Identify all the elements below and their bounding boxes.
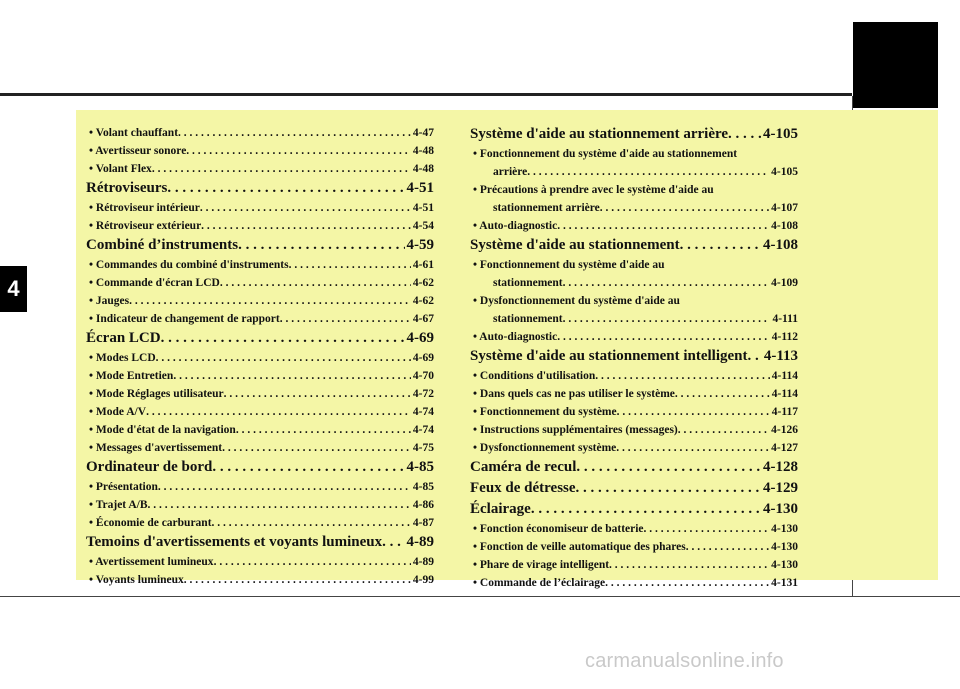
dot-leader [212, 457, 404, 478]
dot-leader [576, 457, 761, 478]
toc-page-number: 4-89 [412, 556, 434, 568]
toc-page-number: 4-74 [412, 424, 434, 436]
dot-leader [675, 385, 770, 403]
toc-entry-title-continued: arrière [493, 166, 528, 178]
toc-entry-title: • Volant Flex [89, 163, 152, 175]
dot-leader [129, 292, 411, 310]
dot-leader [563, 310, 771, 328]
toc-section-heading[interactable] [470, 124, 798, 145]
toc-subentry[interactable] [470, 385, 798, 403]
toc-entry-title: • Fonctionnement du système d'aide au [473, 259, 665, 271]
toc-subentry[interactable] [86, 571, 434, 589]
toc-page-number: 4-61 [412, 259, 434, 271]
chapter-tab: 4 [0, 266, 27, 312]
toc-entry-title: Rétroviseurs [86, 180, 168, 196]
toc-entry-line-2 [473, 163, 798, 181]
toc-subentry[interactable] [470, 217, 798, 235]
dot-leader [238, 235, 404, 256]
toc-entry-title: • Phare de virage intelligent [473, 559, 610, 571]
toc-entry-title: • Commande d'écran LCD [89, 277, 220, 289]
toc-page-number: 4-112 [771, 331, 798, 343]
toc-subentry[interactable] [86, 142, 434, 160]
toc-entry-title: • Commande de l’éclairage [473, 577, 606, 589]
toc-page-number: 4-128 [763, 459, 798, 475]
toc-entry-title: • Voyants lumineux [89, 574, 184, 586]
dot-leader [152, 160, 411, 178]
toc-entry-title-continued: stationnement [493, 313, 563, 325]
toc-entry-title: • Dans quels cas ne pas utiliser le système [473, 388, 675, 400]
dot-leader [212, 514, 411, 532]
toc-page-number: 4-113 [763, 348, 798, 364]
toc-entry-title: Écran LCD [86, 330, 161, 346]
dot-leader [214, 553, 411, 571]
toc-subentry[interactable] [470, 556, 798, 574]
toc-section-heading[interactable] [470, 235, 798, 256]
toc-entry-line-2 [473, 310, 798, 328]
dot-leader [156, 349, 411, 367]
dot-leader [595, 367, 770, 385]
toc-subentry[interactable] [86, 385, 434, 403]
dot-leader [146, 403, 411, 421]
toc-left-column [86, 124, 434, 589]
dot-leader [616, 439, 769, 457]
dot-leader [557, 217, 769, 235]
toc-page-number: 4-51 [412, 202, 434, 214]
dot-leader [527, 163, 769, 181]
toc-entry-title: • Modes LCD [89, 352, 156, 364]
toc-entry-title: Caméra de recul [470, 459, 577, 475]
toc-page-number: 4-72 [412, 388, 434, 400]
toc-subentry[interactable] [86, 256, 434, 274]
toc-section-heading[interactable] [470, 346, 798, 367]
toc-entry-title: • Messages d'avertissement [89, 442, 223, 454]
toc-page-number: 4-70 [412, 370, 434, 382]
toc-subentry[interactable] [86, 496, 434, 514]
toc-entry-title: • Jauges [89, 295, 130, 307]
toc-entry-title: • Trajet A/B [89, 499, 148, 511]
toc-page-number: 4-48 [412, 163, 434, 175]
toc-subentry[interactable] [470, 367, 798, 385]
toc-page-number: 4-69 [412, 352, 434, 364]
toc-section-heading[interactable] [86, 457, 434, 478]
toc-entry-title: • Précautions à prendre avec le système d'aide au [473, 184, 714, 196]
toc-page-number: 4-89 [406, 534, 434, 550]
toc-subentry[interactable] [86, 478, 434, 496]
toc-entry-title: Feux de détresse [470, 480, 576, 496]
toc-entry-title: Système d'aide au stationnement intelligent [470, 348, 748, 364]
dot-leader [280, 310, 411, 328]
toc-subentry[interactable] [86, 199, 434, 217]
toc-subentry[interactable] [470, 292, 798, 328]
toc-section-heading[interactable] [86, 235, 434, 256]
toc-subentry[interactable] [86, 367, 434, 385]
toc-entry-title: • Dysfonctionnement du système d'aide au [473, 295, 680, 307]
dot-leader [563, 274, 770, 292]
dot-leader [167, 178, 404, 199]
toc-right-column [470, 124, 798, 592]
dot-leader [200, 199, 411, 217]
toc-entry-title: • Commandes du combiné d'instruments [89, 259, 289, 271]
toc-subentry[interactable] [86, 160, 434, 178]
toc-page-number: 4-69 [406, 330, 434, 346]
dot-leader [382, 532, 404, 553]
toc-entry-title: • Mode A/V [89, 406, 147, 418]
toc-page-number: 4-130 [771, 559, 798, 571]
toc-section-heading[interactable] [86, 178, 434, 199]
toc-page-number: 4-51 [406, 180, 434, 196]
toc-entry-title: • Mode Entretien [89, 370, 174, 382]
dot-leader [201, 217, 411, 235]
dot-leader [186, 142, 411, 160]
toc-page-number: 4-126 [771, 424, 798, 436]
dot-leader [678, 421, 769, 439]
dot-leader [680, 235, 761, 256]
toc-page-number: 4-74 [412, 406, 434, 418]
dot-leader [600, 199, 769, 217]
toc-entry-title: • Économie de carburant [89, 517, 212, 529]
bottom-rule [0, 596, 960, 597]
toc-page-number: 4-117 [771, 406, 798, 418]
dot-leader [289, 256, 411, 274]
toc-entry-title: • Auto-diagnostic [473, 331, 558, 343]
toc-subentry[interactable] [86, 124, 434, 142]
toc-entry-title: • Mode Réglages utilisateur [89, 388, 224, 400]
dot-leader [173, 367, 411, 385]
toc-subentry[interactable] [86, 439, 434, 457]
toc-subentry[interactable] [470, 256, 798, 292]
toc-subentry[interactable] [86, 292, 434, 310]
toc-entry-title: • Avertissement lumineux [89, 556, 214, 568]
toc-page-number: 4-108 [763, 237, 798, 253]
toc-page-number: 4-87 [412, 517, 434, 529]
toc-entry-title: Système d'aide au stationnement [470, 237, 680, 253]
toc-subentry[interactable] [470, 538, 798, 556]
dot-leader [531, 499, 761, 520]
toc-entry-title: • Rétroviseur extérieur [89, 220, 202, 232]
toc-page-number: 4-85 [412, 481, 434, 493]
dot-leader [148, 496, 411, 514]
toc-page-number: 4-47 [412, 127, 434, 139]
dot-leader [161, 328, 405, 349]
toc-page-number: 4-130 [763, 501, 798, 517]
toc-subentry[interactable] [86, 349, 434, 367]
toc-page-number: 4-48 [412, 145, 434, 157]
toc-entry-title-continued: stationnement [493, 277, 563, 289]
toc-entry-title: Système d'aide au stationnement arrière [470, 126, 729, 142]
toc-page-number: 4-114 [771, 370, 798, 382]
toc-entry-line-2 [473, 274, 798, 292]
dot-leader [576, 478, 761, 499]
toc-subentry[interactable] [470, 181, 798, 217]
toc-page-number: 4-59 [406, 237, 434, 253]
dot-leader [748, 346, 762, 367]
toc-subentry[interactable] [86, 421, 434, 439]
toc-subentry[interactable] [86, 403, 434, 421]
toc-entry-title: • Conditions d'utilisation [473, 370, 596, 382]
toc-page-number: 4-75 [412, 442, 434, 454]
toc-entry-title: Temoins d'avertissements et voyants lumineux [86, 534, 383, 550]
toc-entry-title: • Fonctionnement du système [473, 406, 617, 418]
toc-subentry[interactable] [86, 514, 434, 532]
toc-subentry[interactable] [470, 403, 798, 421]
toc-entry-title: • Avertisseur sonore [89, 145, 187, 157]
dot-leader [617, 403, 770, 421]
toc-section-heading[interactable] [86, 328, 434, 349]
dot-leader [557, 328, 770, 346]
toc-entry-title: • Auto-diagnostic [473, 220, 558, 232]
toc-page-number: 4-105 [763, 126, 798, 142]
toc-page-number: 4-109 [771, 277, 798, 289]
dot-leader [609, 556, 769, 574]
toc-subentry[interactable] [86, 553, 434, 571]
toc-subentry[interactable] [470, 145, 798, 181]
dot-leader [236, 421, 411, 439]
toc-section-heading[interactable] [470, 478, 798, 499]
toc-subentry[interactable] [470, 574, 798, 592]
toc-subentry[interactable] [86, 274, 434, 292]
toc-subentry[interactable] [470, 421, 798, 439]
toc-page-number: 4-114 [771, 388, 798, 400]
toc-entry-title: Ordinateur de bord [86, 459, 213, 475]
toc-page-number: 4-86 [412, 499, 434, 511]
toc-page-number: 4-108 [771, 220, 798, 232]
toc-page-number: 4-85 [406, 459, 434, 475]
toc-page-number: 4-67 [412, 313, 434, 325]
dot-leader [222, 439, 411, 457]
toc-page-number: 4-130 [771, 523, 798, 535]
toc-entry-line-2 [473, 199, 798, 217]
toc-entry-title: • Fonction de veille automatique des phares [473, 541, 686, 553]
toc-page-number: 4-107 [771, 202, 798, 214]
toc-page-number: 4-131 [771, 577, 798, 589]
toc-page-number: 4-62 [412, 277, 434, 289]
toc-page-number: 4-62 [412, 295, 434, 307]
toc-entry-title: • Indicateur de changement de rapport [89, 313, 280, 325]
toc-page-number: 4-99 [412, 574, 434, 586]
toc-entry-title: Combiné d’instruments [86, 237, 239, 253]
dot-leader [220, 274, 411, 292]
toc-entry-title: Éclairage [470, 501, 531, 517]
dot-leader [224, 385, 411, 403]
toc-page-number: 4-127 [771, 442, 798, 454]
toc-page-number: 4-130 [771, 541, 798, 553]
toc-entry-title: • Fonction économiseur de batterie [473, 523, 644, 535]
dot-leader [728, 124, 761, 145]
toc-page-number: 4-111 [772, 313, 798, 325]
toc-subentry[interactable] [470, 520, 798, 538]
toc-page-number: 4-54 [412, 220, 434, 232]
toc-entry-title: • Rétroviseur intérieur [89, 202, 200, 214]
toc-section-heading[interactable] [86, 532, 434, 553]
toc-page-number: 4-105 [771, 166, 798, 178]
toc-section-heading[interactable] [470, 457, 798, 478]
toc-section-heading[interactable] [470, 499, 798, 520]
toc-subentry[interactable] [86, 217, 434, 235]
toc-entry-title: • Volant chauffant [89, 127, 179, 139]
toc-entry-title: • Dysfonctionnement système [473, 442, 617, 454]
dot-leader [605, 574, 769, 592]
dot-leader [686, 538, 769, 556]
toc-entry-title-continued: stationnement arrière [493, 202, 600, 214]
toc-entry-title: • Instructions supplémentaires (messages) [473, 424, 678, 436]
dot-leader [184, 571, 411, 589]
toc-entry-title: • Fonctionnement du système d'aide au stationnement [473, 148, 738, 160]
dot-leader [158, 478, 411, 496]
toc-entry-title: • Mode d'état de la navigation [89, 424, 236, 436]
watermark: carmanualsonline.info [585, 650, 784, 672]
dot-leader [644, 520, 770, 538]
dot-leader [178, 124, 411, 142]
toc-subentry[interactable] [470, 439, 798, 457]
toc-subentry[interactable] [470, 328, 798, 346]
toc-entry-title: • Présentation [89, 481, 158, 493]
toc-subentry[interactable] [86, 310, 434, 328]
corner-black-tab [853, 22, 938, 108]
top-rule [0, 93, 852, 96]
toc-page-number: 4-129 [763, 480, 798, 496]
